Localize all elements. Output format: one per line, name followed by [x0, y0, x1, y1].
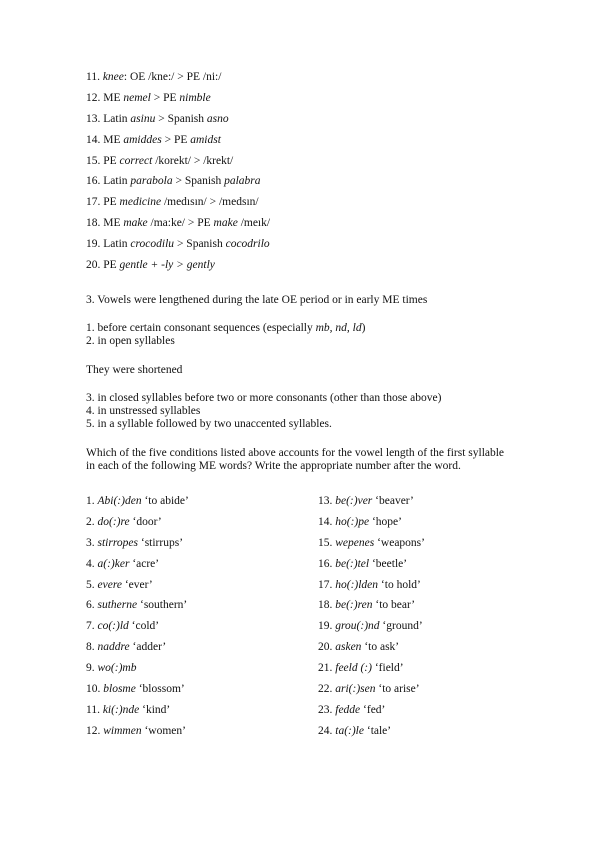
- list-item: 15. PE correct /korekt/ > /krekt/: [86, 154, 234, 167]
- list-item: 14. ho(:)pe ‘hope’: [318, 515, 402, 528]
- list-item: 20. asken ‘to ask’: [318, 641, 400, 654]
- list-item: 11. ki(:)nde ‘kind’: [86, 703, 171, 716]
- list-item: 12. ME nemel > PE nimble: [86, 91, 211, 104]
- question-line-1: Which of the five conditions listed above accounts for the vowel length of the first syllable: [86, 447, 505, 459]
- condition-1: 1. before certain consonant sequences (especially mb, nd, ld): [86, 322, 366, 334]
- list-item: 17. ho(:)lden ‘to hold’: [318, 578, 421, 591]
- shortened-heading: They were shortened: [86, 364, 183, 376]
- sound-change-examples: [86, 70, 270, 279]
- condition-3: 3. in closed syllables before two or more consonants (other than those above): [86, 392, 442, 404]
- word-list-left-column: [86, 494, 189, 745]
- list-item: 24. ta(:)le ‘tale’: [318, 724, 392, 737]
- list-item: 4. a(:)ker ‘acre’: [86, 557, 160, 570]
- list-item: 9. wo(:)mb: [86, 662, 137, 675]
- list-item: 15. wepenes ‘weapons’: [318, 536, 425, 549]
- condition-5: 5. in a syllable followed by two unaccented syllables.: [86, 418, 332, 430]
- list-item: 5. evere ‘ever’: [86, 578, 153, 591]
- list-item: 22. ari(:)sen ‘to arise’: [318, 683, 420, 696]
- list-item: 13. Latin asinu > Spanish asno: [86, 112, 229, 125]
- list-item: 8. naddre ‘adder’: [86, 641, 167, 654]
- list-item: 20. PE gentle + -ly > gently: [86, 259, 215, 272]
- list-item: 19. Latin crocodilu > Spanish cocodrilo: [86, 238, 270, 251]
- list-item: 23. fedde ‘fed’: [318, 703, 386, 716]
- list-item: 6. sutherne ‘southern’: [86, 599, 188, 612]
- list-item: 3. stirropes ‘stirrups’: [86, 536, 184, 549]
- list-item: 7. co(:)ld ‘cold’: [86, 620, 160, 633]
- list-item: 1. Abi(:)den ‘to abide’: [86, 495, 189, 507]
- list-item: 11. knee: OE /kne:/ > PE /ni:/: [86, 71, 222, 83]
- question-line-2: in each of the following ME words? Write the appropriate number after the word.: [86, 460, 461, 472]
- list-item: 2. do(:)re ‘door’: [86, 515, 162, 528]
- list-item: 17. PE medicine /medısın/ > /medsın/: [86, 196, 259, 209]
- list-item: 10. blosme ‘blossom’: [86, 683, 185, 696]
- word-list-right-column: [318, 494, 425, 745]
- list-item: 13. be(:)ver ‘beaver’: [318, 495, 414, 507]
- condition-4: 4. in unstressed syllables: [86, 405, 201, 417]
- list-item: 21. feeld (:) ‘field’: [318, 662, 404, 675]
- list-item: 18. be(:)ren ‘to bear’: [318, 599, 416, 612]
- list-item: 16. be(:)tel ‘beetle’: [318, 557, 408, 570]
- condition-2: 2. in open syllables: [86, 335, 175, 347]
- list-item: 12. wimmen ‘women’: [86, 724, 186, 737]
- list-item: 14. ME amiddes > PE amidst: [86, 133, 221, 146]
- section-heading: 3. Vowels were lengthened during the late OE period or in early ME times: [86, 294, 428, 306]
- list-item: 18. ME make /ma:ke/ > PE make /meık/: [86, 217, 271, 230]
- list-item: 16. Latin parabola > Spanish palabra: [86, 175, 261, 188]
- list-item: 19. grou(:)nd ‘ground’: [318, 620, 423, 633]
